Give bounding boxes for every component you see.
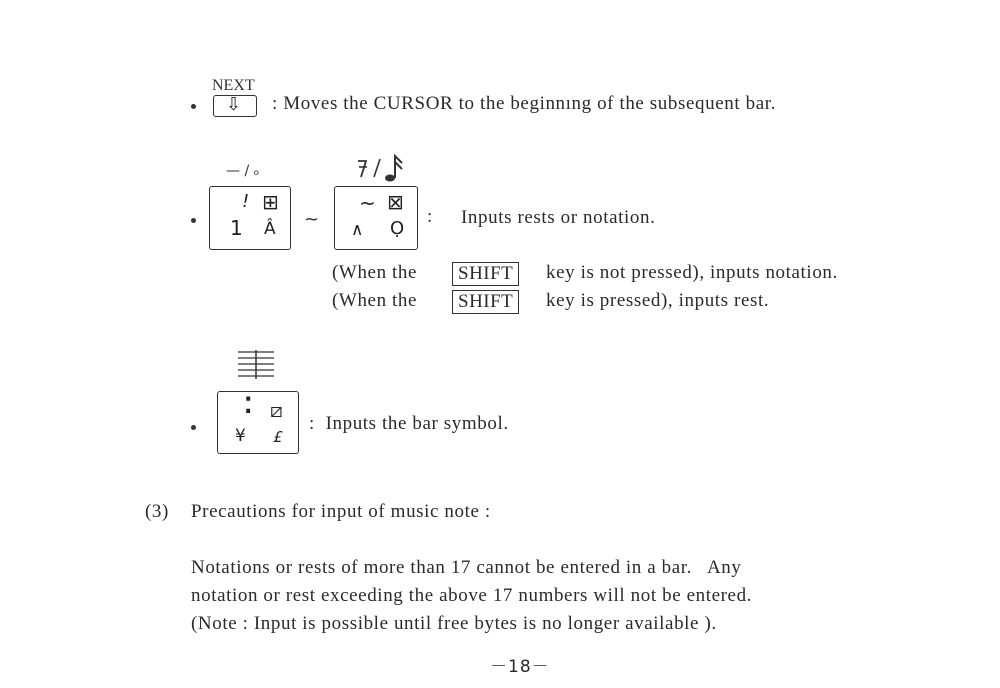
slashed-box-icon: ⧄ xyxy=(270,398,283,422)
section-number: (3) xyxy=(145,501,169,522)
paragraph-line: (Note : Input is possible until free bytes is no longer available ). xyxy=(191,613,717,634)
staff-bar-icon xyxy=(238,350,278,380)
paragraph-line: notation or rest exceeding the above 17 numbers will not be entered. xyxy=(191,585,753,606)
key-1-rest xyxy=(209,186,291,250)
key-bottom-left-char: ∧ xyxy=(351,220,364,240)
eighth-rest-note-icon xyxy=(352,153,412,183)
key-top-left-char: ~ xyxy=(359,191,376,215)
shift-line-1-before: (When the xyxy=(332,262,418,283)
key-2-notation xyxy=(334,186,418,250)
range-tilde: ~ xyxy=(304,209,320,230)
key-top-left-char: ! xyxy=(242,191,250,212)
bullet xyxy=(191,425,196,430)
bullet xyxy=(191,104,196,109)
colon: : xyxy=(427,206,433,227)
section-heading: Precautions for input of music note : xyxy=(191,501,491,522)
key-top-left-char: ⁚ xyxy=(244,394,253,419)
page-number: －18－ xyxy=(490,657,550,677)
shift-line-1-after: key is not pressed), inputs notation. xyxy=(546,262,838,283)
paragraph-line: Notations or rests of more than 17 cannot be entered in a bar. Any xyxy=(191,557,742,578)
key-bottom-right-char: Ọ xyxy=(390,218,405,239)
shift-key-box: SHIFT xyxy=(452,290,519,314)
shift-line-2-after: key is pressed), inputs rest. xyxy=(546,290,770,311)
bar-symbol-description: : Inputs the bar symbol. xyxy=(309,413,509,434)
yen-char: ¥ xyxy=(235,426,246,446)
pound-char: £ xyxy=(273,428,283,446)
down-arrow-icon: ⇩ xyxy=(226,94,242,115)
key-bottom-left-char: 1 xyxy=(230,216,243,240)
shift-key-box: SHIFT xyxy=(452,262,519,286)
notation-description: Inputs rests or notation. xyxy=(461,207,656,228)
next-key xyxy=(213,95,257,117)
shift-line-2-before: (When the xyxy=(332,290,418,311)
bullet xyxy=(191,218,196,223)
bar-symbol-key xyxy=(217,391,299,454)
crossed-box-icon: ⊠ xyxy=(387,190,404,214)
next-key-description: : Moves the CURSOR to the beginnıng of the subsequent bar. xyxy=(272,93,776,114)
grid-icon: ⊞ xyxy=(262,190,279,214)
key-bottom-right-char: Â xyxy=(264,219,276,239)
rest-symbol-label: — / ₒ xyxy=(226,163,260,179)
next-key-label: NEXT xyxy=(212,77,255,94)
